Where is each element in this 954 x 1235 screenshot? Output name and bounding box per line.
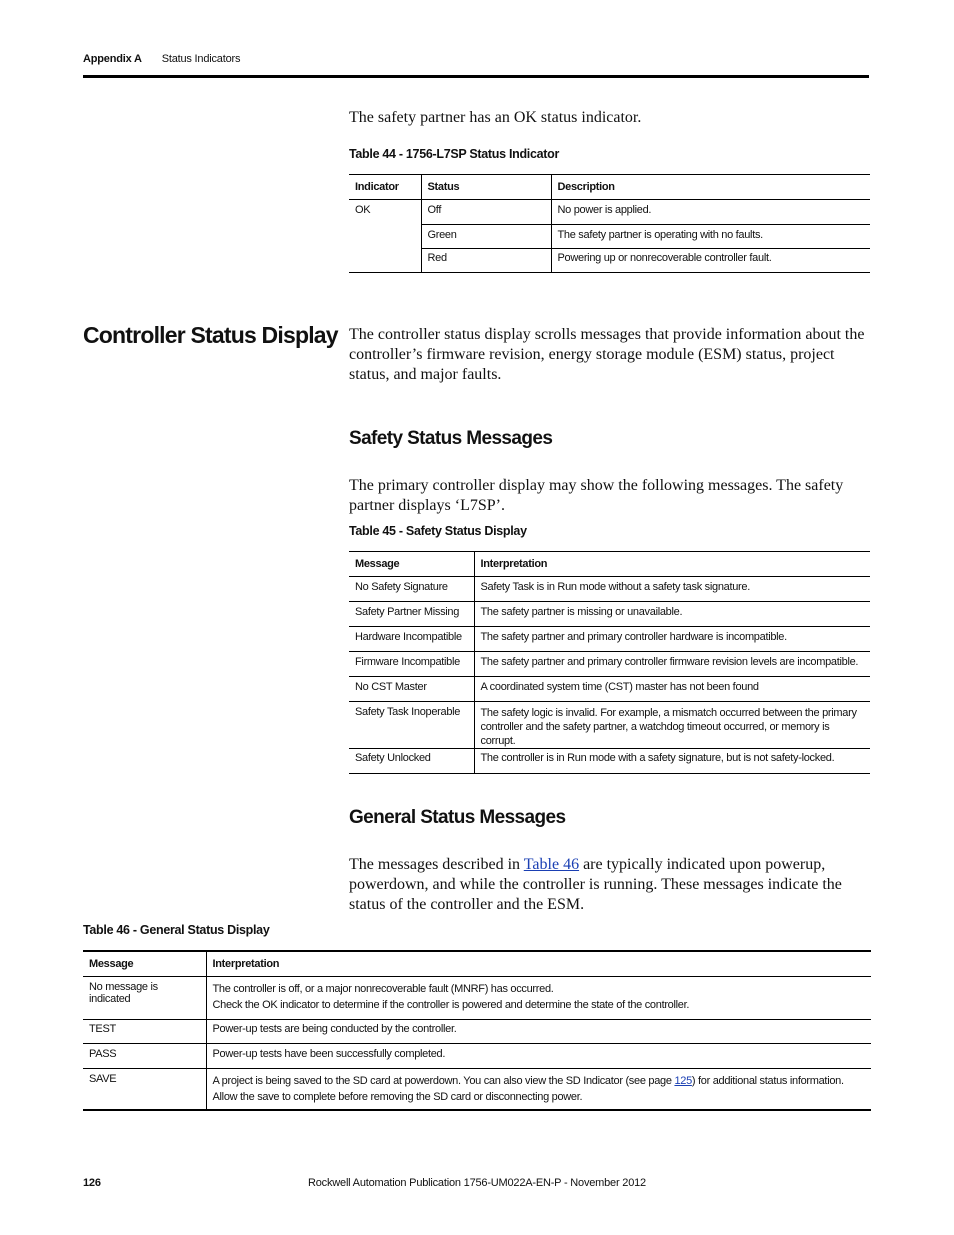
- table44-header-description: Description: [551, 175, 870, 200]
- table44: [349, 174, 870, 273]
- table-row: [349, 200, 870, 225]
- table45-message: Safety Task Inoperable: [349, 702, 474, 749]
- table46-interpretation: Power-up tests are being conducted by the controller.: [206, 1019, 871, 1043]
- table46-interpretation-line: Check the OK indicator to determine if the controller is powered and determine the state of the controller.: [212, 998, 690, 1011]
- subheading-safety-status: Safety Status Messages: [349, 428, 553, 449]
- table46-message: SAVE: [83, 1068, 206, 1110]
- table-row: [349, 249, 870, 273]
- table46-interpretation-line: Allow the save to complete before removing the SD card or disconnecting power.: [212, 1090, 583, 1103]
- table46-header-interpretation: Interpretation: [206, 951, 871, 976]
- table44-caption: Table 44 - 1756-L7SP Status Indicator: [349, 147, 560, 161]
- table-row: [349, 652, 870, 677]
- table46-message: No message is indicated: [83, 976, 206, 1019]
- table44-description: The safety partner is operating with no faults.: [551, 225, 870, 249]
- general-status-text-before: The messages described in: [349, 856, 524, 873]
- table46: [83, 950, 871, 1111]
- running-header: [83, 53, 240, 65]
- table45-interpretation: The safety partner and primary controller hardware is incompatible.: [474, 627, 870, 652]
- subheading-general-status: General Status Messages: [349, 807, 566, 828]
- table46-interpretation-line: The controller is off, or a major nonrecoverable fault (MNRF) has occurred.: [212, 982, 554, 995]
- save-line-before: A project is being saved to the SD card at powerdown. You can also view the SD Indicator (see page: [212, 1074, 675, 1087]
- table45-message: No CST Master: [349, 677, 474, 702]
- table-row: [349, 602, 870, 627]
- table44-indicator-ok: OK: [349, 200, 421, 273]
- controller-status-text: The controller status display scrolls messages that provide information about the controller’s firmware revision, energy storage module (ESM) status, project status, and major faults.: [349, 326, 865, 383]
- table45-interpretation: The safety partner is missing or unavailable.: [474, 602, 870, 627]
- table46-message: TEST: [83, 1019, 206, 1043]
- table44-description: Powering up or nonrecoverable controller fault.: [551, 249, 870, 273]
- table-row: [349, 627, 870, 652]
- table-row: [83, 1068, 871, 1110]
- table46-interpretation: [206, 976, 871, 1019]
- table45-interpretation: The controller is in Run mode with a safety signature, but is not safety-locked.: [474, 749, 870, 774]
- table44-status: Green: [421, 225, 551, 249]
- table45-message: Safety Partner Missing: [349, 602, 474, 627]
- section-heading-controller-status: Controller Status Display: [83, 322, 338, 348]
- table46-caption: Table 46 - General Status Display: [83, 923, 270, 937]
- table46-message: PASS: [83, 1043, 206, 1068]
- table-row: [349, 577, 870, 602]
- table46-link[interactable]: Table 46: [523, 856, 580, 873]
- safety-status-text: The primary controller display may show the following messages. The safety partner displays ‘L7SP’.: [349, 477, 844, 514]
- table-row: [349, 749, 870, 774]
- table46-interpretation: Power-up tests have been successfully completed.: [206, 1043, 871, 1068]
- table-row: [349, 225, 870, 249]
- table45-header-message: Message: [349, 552, 474, 577]
- intro-text: The safety partner has an OK status indicator.: [349, 109, 642, 126]
- page-number: 126: [83, 1177, 101, 1189]
- table45-header-interpretation: Interpretation: [474, 552, 870, 577]
- save-line-after: ) for additional status information.: [691, 1074, 844, 1087]
- table44-header-status: Status: [421, 175, 551, 200]
- table45-interpretation: Safety Task is in Run mode without a safety task signature.: [474, 577, 870, 602]
- table45-message: No Safety Signature: [349, 577, 474, 602]
- general-status-text-after: are typically indicated upon powerup, powerdown, and while the controller is running. These messages indicate the status of the controller and the ESM.: [349, 856, 842, 913]
- table44-status: Off: [421, 200, 551, 225]
- table45: [349, 551, 870, 774]
- header-rule: [83, 75, 869, 78]
- table45-interpretation: A coordinated system time (CST) master has not been found: [474, 677, 870, 702]
- table46-interpretation: [206, 1068, 871, 1110]
- table-row: [349, 677, 870, 702]
- table45-interpretation: The safety logic is invalid. For example, a mismatch occurred between the primary controller and the safety partner, a watchdog timeout occurred, or memory is corrupt.: [474, 702, 870, 749]
- table46-header-message: Message: [83, 951, 206, 976]
- table44-status: Red: [421, 249, 551, 273]
- header-section: Appendix A: [83, 53, 142, 65]
- table-row: [83, 976, 871, 1019]
- general-status-text: [349, 855, 871, 915]
- table45-message: Safety Unlocked: [349, 749, 474, 774]
- publication-footer: Rockwell Automation Publication 1756-UM022A-EN-P - November 2012: [308, 1177, 646, 1189]
- page-125-link[interactable]: 125: [674, 1074, 692, 1087]
- table-row: [83, 1019, 871, 1043]
- header-title: Status Indicators: [161, 53, 241, 65]
- table45-interpretation: The safety partner and primary controller firmware revision levels are incompatible.: [474, 652, 870, 677]
- table45-message: Firmware Incompatible: [349, 652, 474, 677]
- table44-header-indicator: Indicator: [349, 175, 421, 200]
- table45-caption: Table 45 - Safety Status Display: [349, 524, 527, 538]
- table-row: [83, 1043, 871, 1068]
- table-row: [349, 702, 870, 749]
- table44-description: No power is applied.: [551, 200, 870, 225]
- table45-message: Hardware Incompatible: [349, 627, 474, 652]
- table46-interpretation-line: [213, 1073, 866, 1089]
